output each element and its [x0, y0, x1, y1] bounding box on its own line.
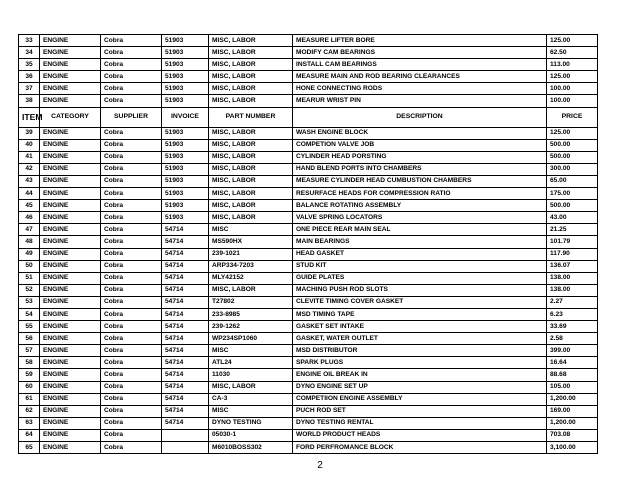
invoice-cell: 51903 [162, 175, 209, 187]
table-row [19, 212, 598, 224]
item-cell: 53 [19, 296, 40, 308]
price-cell: 169.00 [547, 405, 598, 417]
table-row [19, 393, 598, 405]
part-number-cell: 05030-1 [209, 429, 293, 441]
part-number-cell: T27802 [209, 296, 293, 308]
supplier-cell: Cobra [101, 442, 162, 454]
part-number-cell: MISC, LABOR [209, 35, 293, 47]
table-row [19, 405, 598, 417]
price-cell: 16.64 [547, 357, 598, 369]
supplier-column-header: SUPPLIER [101, 107, 162, 127]
supplier-cell: Cobra [101, 321, 162, 333]
item-cell: 39 [19, 127, 40, 139]
category-cell: ENGINE [40, 405, 101, 417]
price-cell: 136.07 [547, 260, 598, 272]
category-cell: ENGINE [40, 272, 101, 284]
part-number-cell: MLY42152 [209, 272, 293, 284]
price-cell: 500.00 [547, 139, 598, 151]
invoice-cell: 51903 [162, 47, 209, 59]
invoice-cell: 51903 [162, 83, 209, 95]
table-row [19, 272, 598, 284]
invoice-cell: 51903 [162, 127, 209, 139]
supplier-cell: Cobra [101, 417, 162, 429]
item-cell: 49 [19, 248, 40, 260]
invoice-cell: 54714 [162, 321, 209, 333]
item-cell: 44 [19, 188, 40, 200]
supplier-cell: Cobra [101, 83, 162, 95]
category-cell: ENGINE [40, 381, 101, 393]
part-number-cell: MISC, LABOR [209, 200, 293, 212]
part-number-cell: CA-3 [209, 393, 293, 405]
price-cell: 175.00 [547, 188, 598, 200]
price-cell: 6.23 [547, 308, 598, 320]
category-cell: ENGINE [40, 59, 101, 71]
invoice-cell: 51903 [162, 151, 209, 163]
part-number-cell: ATL24 [209, 357, 293, 369]
table-row [19, 139, 598, 151]
item-cell: 50 [19, 260, 40, 272]
description-cell: COMPETION VALVE JOB [293, 139, 547, 151]
description-cell: MEASURE MAIN AND ROD BEARING CLEARANCES [293, 71, 547, 83]
description-cell: SPARK PLUGS [293, 357, 547, 369]
category-cell: ENGINE [40, 284, 101, 296]
category-cell: ENGINE [40, 260, 101, 272]
item-cell: 43 [19, 175, 40, 187]
part-number-cell: MISC [209, 345, 293, 357]
item-cell: 58 [19, 357, 40, 369]
invoice-cell: 54714 [162, 417, 209, 429]
table-row [19, 321, 598, 333]
supplier-cell: Cobra [101, 272, 162, 284]
category-cell: ENGINE [40, 357, 101, 369]
part-number-cell: ARP334-7203 [209, 260, 293, 272]
item-cell: 52 [19, 284, 40, 296]
part-number-cell: MISC, LABOR [209, 95, 293, 107]
description-cell: ONE PIECE REAR MAIN SEAL [293, 224, 547, 236]
table-row [19, 381, 598, 393]
part-number-cell: MISC [209, 224, 293, 236]
description-cell: MSD DISTRIBUTOR [293, 345, 547, 357]
supplier-cell: Cobra [101, 212, 162, 224]
invoice-cell: 51903 [162, 200, 209, 212]
item-cell: 38 [19, 95, 40, 107]
description-cell: RESURFACE HEADS FOR COMPRESSION RATIO [293, 188, 547, 200]
parts-table [18, 34, 598, 454]
supplier-cell: Cobra [101, 175, 162, 187]
invoice-cell: 51903 [162, 35, 209, 47]
invoice-cell [162, 429, 209, 441]
price-cell: 3,100.00 [547, 442, 598, 454]
table-row [19, 248, 598, 260]
description-cell: MACHING PUSH ROD SLOTS [293, 284, 547, 296]
table-row [19, 369, 598, 381]
description-cell: WASH ENGINE BLOCK [293, 127, 547, 139]
category-cell: ENGINE [40, 35, 101, 47]
category-cell: ENGINE [40, 188, 101, 200]
table-row [19, 296, 598, 308]
description-cell: COMPETIION ENGINE ASSEMBLY [293, 393, 547, 405]
supplier-cell: Cobra [101, 345, 162, 357]
header-row [19, 107, 598, 127]
invoice-cell: 54714 [162, 272, 209, 284]
description-cell: MEASURE LIFTER BORE [293, 35, 547, 47]
supplier-cell: Cobra [101, 95, 162, 107]
table-row [19, 345, 598, 357]
supplier-cell: Cobra [101, 139, 162, 151]
description-cell: GASKET SET INTAKE [293, 321, 547, 333]
item-cell: 51 [19, 272, 40, 284]
supplier-cell: Cobra [101, 381, 162, 393]
description-cell: GASKET, WATER OUTLET [293, 333, 547, 345]
table-row [19, 260, 598, 272]
supplier-cell: Cobra [101, 284, 162, 296]
category-cell: ENGINE [40, 308, 101, 320]
item-cell: 64 [19, 429, 40, 441]
table-row [19, 71, 598, 83]
part-number-cell: 11030 [209, 369, 293, 381]
table-row [19, 163, 598, 175]
invoice-cell: 54714 [162, 260, 209, 272]
description-cell: HONE CONNECTING RODS [293, 83, 547, 95]
supplier-cell: Cobra [101, 393, 162, 405]
description-cell: MAIN BEARINGS [293, 236, 547, 248]
item-cell: 59 [19, 369, 40, 381]
item-cell: 33 [19, 35, 40, 47]
description-cell: MSD TIMING TAPE [293, 308, 547, 320]
supplier-cell: Cobra [101, 200, 162, 212]
supplier-cell: Cobra [101, 224, 162, 236]
supplier-cell: Cobra [101, 308, 162, 320]
supplier-cell: Cobra [101, 59, 162, 71]
invoice-cell: 51903 [162, 139, 209, 151]
description-cell: INSTALL CAM BEARINGS [293, 59, 547, 71]
invoice-cell: 54714 [162, 248, 209, 260]
item-cell: 61 [19, 393, 40, 405]
invoice-cell: 54714 [162, 224, 209, 236]
price-cell: 113.00 [547, 59, 598, 71]
category-cell: ENGINE [40, 151, 101, 163]
table-row [19, 224, 598, 236]
invoice-cell [162, 442, 209, 454]
invoice-cell: 51903 [162, 95, 209, 107]
invoice-cell: 51903 [162, 59, 209, 71]
part-number-cell: DYNO TESTING [209, 417, 293, 429]
table-row [19, 35, 598, 47]
item-cell: 41 [19, 151, 40, 163]
parts-list-page [18, 34, 597, 454]
item-cell: 55 [19, 321, 40, 333]
price-cell: 300.00 [547, 163, 598, 175]
description-cell: HEAD GASKET [293, 248, 547, 260]
item-cell: 42 [19, 163, 40, 175]
description-cell: MODIFY CAM BEARINGS [293, 47, 547, 59]
part-number-cell: MISC, LABOR [209, 188, 293, 200]
table-row [19, 59, 598, 71]
table-row [19, 429, 598, 441]
price-cell: 2.58 [547, 333, 598, 345]
description-cell: PUCH ROD SET [293, 405, 547, 417]
part-number-cell: MISC, LABOR [209, 139, 293, 151]
supplier-cell: Cobra [101, 151, 162, 163]
supplier-cell: Cobra [101, 357, 162, 369]
category-cell: ENGINE [40, 139, 101, 151]
invoice-cell: 54714 [162, 345, 209, 357]
supplier-cell: Cobra [101, 429, 162, 441]
table-row [19, 95, 598, 107]
invoice-cell: 51903 [162, 188, 209, 200]
item-column-header: ITEM [19, 107, 40, 127]
invoice-cell: 54714 [162, 333, 209, 345]
description-cell: GUIDE PLATES [293, 272, 547, 284]
price-cell: 703.08 [547, 429, 598, 441]
part-number-cell: MISC, LABOR [209, 71, 293, 83]
table-row [19, 175, 598, 187]
category-cell: ENGINE [40, 212, 101, 224]
category-cell: ENGINE [40, 333, 101, 345]
item-cell: 35 [19, 59, 40, 71]
item-cell: 54 [19, 308, 40, 320]
supplier-cell: Cobra [101, 260, 162, 272]
item-cell: 56 [19, 333, 40, 345]
part-number-cell: 233-8985 [209, 308, 293, 320]
supplier-cell: Cobra [101, 296, 162, 308]
invoice-cell: 51903 [162, 71, 209, 83]
table-row [19, 127, 598, 139]
category-cell: ENGINE [40, 127, 101, 139]
item-cell: 34 [19, 47, 40, 59]
category-cell: ENGINE [40, 429, 101, 441]
category-cell: ENGINE [40, 163, 101, 175]
category-cell: ENGINE [40, 296, 101, 308]
item-cell: 65 [19, 442, 40, 454]
supplier-cell: Cobra [101, 35, 162, 47]
description-cell: VALVE SPRING LOCATORS [293, 212, 547, 224]
table-row [19, 333, 598, 345]
price-cell: 21.25 [547, 224, 598, 236]
category-cell: ENGINE [40, 442, 101, 454]
table-row [19, 284, 598, 296]
invoice-cell: 54714 [162, 357, 209, 369]
part-number-cell: MISC, LABOR [209, 163, 293, 175]
category-cell: ENGINE [40, 393, 101, 405]
part-number-column-header: PART NUMBER [209, 107, 293, 127]
description-cell: MEARUR WRIST PIN [293, 95, 547, 107]
item-cell: 63 [19, 417, 40, 429]
category-cell: ENGINE [40, 200, 101, 212]
part-number-cell: MISC [209, 405, 293, 417]
table-header [19, 107, 598, 127]
price-cell: 105.00 [547, 381, 598, 393]
part-number-cell: MISC, LABOR [209, 59, 293, 71]
price-cell: 33.69 [547, 321, 598, 333]
invoice-cell: 54714 [162, 393, 209, 405]
supplier-cell: Cobra [101, 47, 162, 59]
invoice-cell: 54714 [162, 296, 209, 308]
category-cell: ENGINE [40, 83, 101, 95]
item-cell: 36 [19, 71, 40, 83]
price-cell: 101.79 [547, 236, 598, 248]
category-column-header: CATEGORY [40, 107, 101, 127]
table-row [19, 151, 598, 163]
price-cell: 2.27 [547, 296, 598, 308]
supplier-cell: Cobra [101, 127, 162, 139]
item-cell: 48 [19, 236, 40, 248]
category-cell: ENGINE [40, 248, 101, 260]
price-cell: 62.50 [547, 47, 598, 59]
description-column-header: DESCRIPTION [293, 107, 547, 127]
table-row [19, 357, 598, 369]
table-row [19, 442, 598, 454]
part-number-cell: MISC, LABOR [209, 284, 293, 296]
part-number-cell: MS590HX [209, 236, 293, 248]
table-body-after-header [19, 127, 598, 454]
page-number: 2 [317, 460, 323, 471]
invoice-cell: 54714 [162, 284, 209, 296]
item-cell: 37 [19, 83, 40, 95]
category-cell: ENGINE [40, 236, 101, 248]
invoice-cell: 54714 [162, 236, 209, 248]
item-cell: 47 [19, 224, 40, 236]
supplier-cell: Cobra [101, 248, 162, 260]
table-body-before-header [19, 35, 598, 108]
part-number-cell: MISC, LABOR [209, 83, 293, 95]
invoice-cell: 54714 [162, 381, 209, 393]
description-cell: FORD PERFROMANCE BLOCK [293, 442, 547, 454]
category-cell: ENGINE [40, 95, 101, 107]
price-cell: 88.68 [547, 369, 598, 381]
supplier-cell: Cobra [101, 188, 162, 200]
category-cell: ENGINE [40, 345, 101, 357]
description-cell: ENGINE OIL BREAK IN [293, 369, 547, 381]
item-cell: 62 [19, 405, 40, 417]
price-cell: 138.00 [547, 284, 598, 296]
item-cell: 40 [19, 139, 40, 151]
description-cell: MEASURE CYLINDER HEAD CUMBUSTION CHAMBERS [293, 175, 547, 187]
table-row [19, 308, 598, 320]
price-cell: 399.00 [547, 345, 598, 357]
invoice-cell: 54714 [162, 405, 209, 417]
description-cell: BALANCE ROTATING ASSEMBLY [293, 200, 547, 212]
description-cell: WORLD PRODUCT HEADS [293, 429, 547, 441]
category-cell: ENGINE [40, 71, 101, 83]
table-row [19, 83, 598, 95]
item-cell: 46 [19, 212, 40, 224]
part-number-cell: 239-1262 [209, 321, 293, 333]
price-cell: 65.00 [547, 175, 598, 187]
supplier-cell: Cobra [101, 405, 162, 417]
table-row [19, 417, 598, 429]
invoice-cell: 54714 [162, 308, 209, 320]
price-cell: 1,200.00 [547, 393, 598, 405]
part-number-cell: MISC, LABOR [209, 127, 293, 139]
item-cell: 45 [19, 200, 40, 212]
price-cell: 100.00 [547, 83, 598, 95]
part-number-cell: MISC, LABOR [209, 151, 293, 163]
price-cell: 117.90 [547, 248, 598, 260]
price-cell: 125.00 [547, 35, 598, 47]
category-cell: ENGINE [40, 417, 101, 429]
supplier-cell: Cobra [101, 369, 162, 381]
price-cell: 500.00 [547, 151, 598, 163]
table-row [19, 188, 598, 200]
table-row [19, 200, 598, 212]
category-cell: ENGINE [40, 175, 101, 187]
category-cell: ENGINE [40, 321, 101, 333]
invoice-cell: 54714 [162, 369, 209, 381]
supplier-cell: Cobra [101, 163, 162, 175]
item-cell: 57 [19, 345, 40, 357]
category-cell: ENGINE [40, 369, 101, 381]
invoice-column-header: INVOICE [162, 107, 209, 127]
price-cell: 125.00 [547, 127, 598, 139]
table-row [19, 236, 598, 248]
description-cell: CYLINDER HEAD PORSTING [293, 151, 547, 163]
description-cell: DYNO ENGINE SET UP [293, 381, 547, 393]
price-cell: 500.00 [547, 200, 598, 212]
invoice-cell: 51903 [162, 163, 209, 175]
supplier-cell: Cobra [101, 333, 162, 345]
part-number-cell: MISC, LABOR [209, 381, 293, 393]
part-number-cell: 239-1021 [209, 248, 293, 260]
category-cell: ENGINE [40, 224, 101, 236]
price-column-header: PRICE [547, 107, 598, 127]
part-number-cell: M6010BOSS302 [209, 442, 293, 454]
price-cell: 138.00 [547, 272, 598, 284]
category-cell: ENGINE [40, 47, 101, 59]
price-cell: 1,200.00 [547, 417, 598, 429]
item-cell: 60 [19, 381, 40, 393]
table-row [19, 47, 598, 59]
invoice-cell: 51903 [162, 212, 209, 224]
part-number-cell: MISC, LABOR [209, 212, 293, 224]
part-number-cell: MISC, LABOR [209, 47, 293, 59]
supplier-cell: Cobra [101, 71, 162, 83]
description-cell: CLEVITE TIMING COVER GASKET [293, 296, 547, 308]
description-cell: STUD KIT [293, 260, 547, 272]
description-cell: HAND BLEND PORTS INTO CHAMBERS [293, 163, 547, 175]
part-number-cell: WP234SP1060 [209, 333, 293, 345]
price-cell: 100.00 [547, 95, 598, 107]
price-cell: 43.00 [547, 212, 598, 224]
price-cell: 125.00 [547, 71, 598, 83]
supplier-cell: Cobra [101, 236, 162, 248]
description-cell: DYNO TESTING RENTAL [293, 417, 547, 429]
part-number-cell: MISC, LABOR [209, 175, 293, 187]
